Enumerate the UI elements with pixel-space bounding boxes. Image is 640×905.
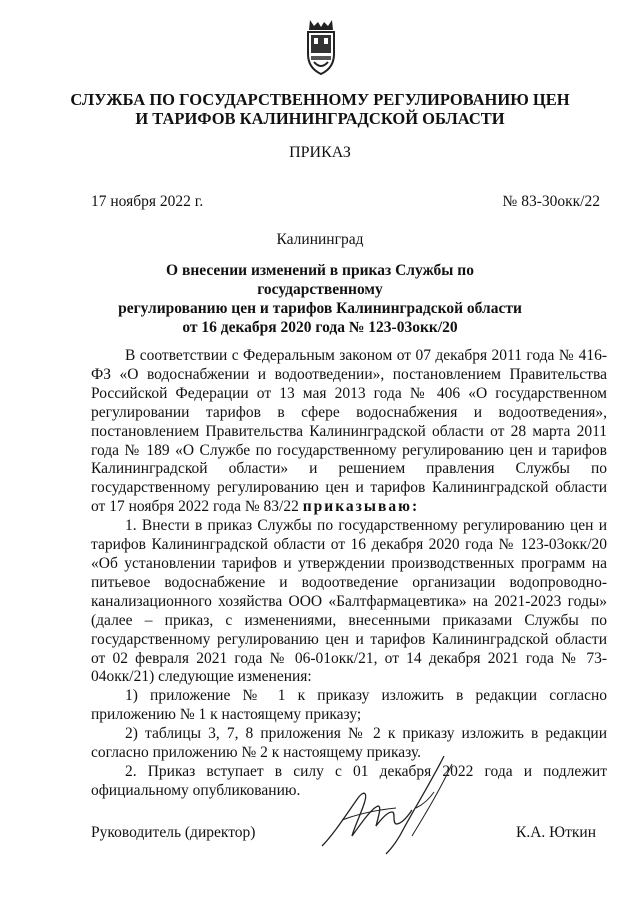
item-2-paragraph: 2. Приказ вступает в силу с 01 декабря 2022 года и подлежит официальному опубликованию. — [91, 762, 607, 799]
document-date: 17 ноября 2022 г. — [91, 193, 204, 210]
org-line-2: И ТАРИФОВ КАЛИНИНГРАДСКОЙ ОБЛАСТИ — [135, 109, 505, 128]
document-type: ПРИКАЗ — [289, 144, 351, 161]
handwritten-signature — [312, 750, 462, 860]
preamble-paragraph — [91, 347, 607, 517]
subject-line-2: регулированию цен и тарифов Калининградской области — [118, 300, 522, 317]
signatory-name: К.А. Юткин — [516, 824, 596, 841]
org-line-1: СЛУЖБА ПО ГОСУДАРСТВЕННОМУ РЕГУЛИРОВАНИЮ ЦЕН — [70, 90, 570, 109]
organization-name — [60, 90, 580, 128]
order-word: приказываю: — [302, 498, 420, 516]
preamble-text: В соответствии с Федеральным законом от 07 декабря 2011 года № 416-ФЗ «О водоснабжении и водоотведении», постановлением Правительства Российской Федерации от 13 мая 2013 года № 406 «О государственном регулировании тарифов в сфере водоснабжения и водоотведения», постановлением Правительства Калининградской области от 28 марта 2011 года № 189 «О Службе по государственному регулированию цен и тарифов Калининградской области» и решением правления Службы по государственному регулированию цен и тарифов Калининградской области от 17 ноября 2022 года № 83/22 — [91, 347, 607, 516]
subitem-2-paragraph: 2) таблицы 3, 7, 8 приложения № 2 к приказу изложить в редакции согласно приложению № 2 к настоящему приказу. — [91, 725, 607, 762]
subject-line-1: О внесении изменений в приказ Службы по государственному — [166, 262, 474, 298]
subitem-1-paragraph: 1) приложение № 1 к приказу изложить в редакции согласно приложению № 1 к настоящему приказу; — [91, 687, 607, 724]
coat-of-arms-icon — [302, 16, 340, 78]
item-1-paragraph: 1. Внести в приказ Службы по государственному регулированию цен и тарифов Калининградской области от 16 декабря 2020 года № 123-03окк/20 «Об установлении тарифов и утверждении производственных программ на питьевое водоснабжение и водоотведение организации водопроводно-канализационного хозяйства ООО «Балтфармацевтика» на 2021-2023 годы» (далее – приказ, с изменениями, внесенными приказами Службы по государственному регулированию цен и тарифов Калининградской области от 02 февраля 2021 года № 06-01окк/21, от 14 декабря 2021 года № 73-04окк/21) следующие изменения: — [91, 517, 607, 686]
document-number: № 83-30окк/22 — [502, 193, 600, 210]
subject-line-3: от 16 декабря 2020 года № 123-03окк/20 — [182, 319, 458, 336]
document-subject — [110, 261, 530, 337]
document-body — [91, 347, 607, 801]
document-city: Калининград — [276, 231, 364, 248]
signatory-role: Руководитель (директор) — [91, 824, 256, 841]
